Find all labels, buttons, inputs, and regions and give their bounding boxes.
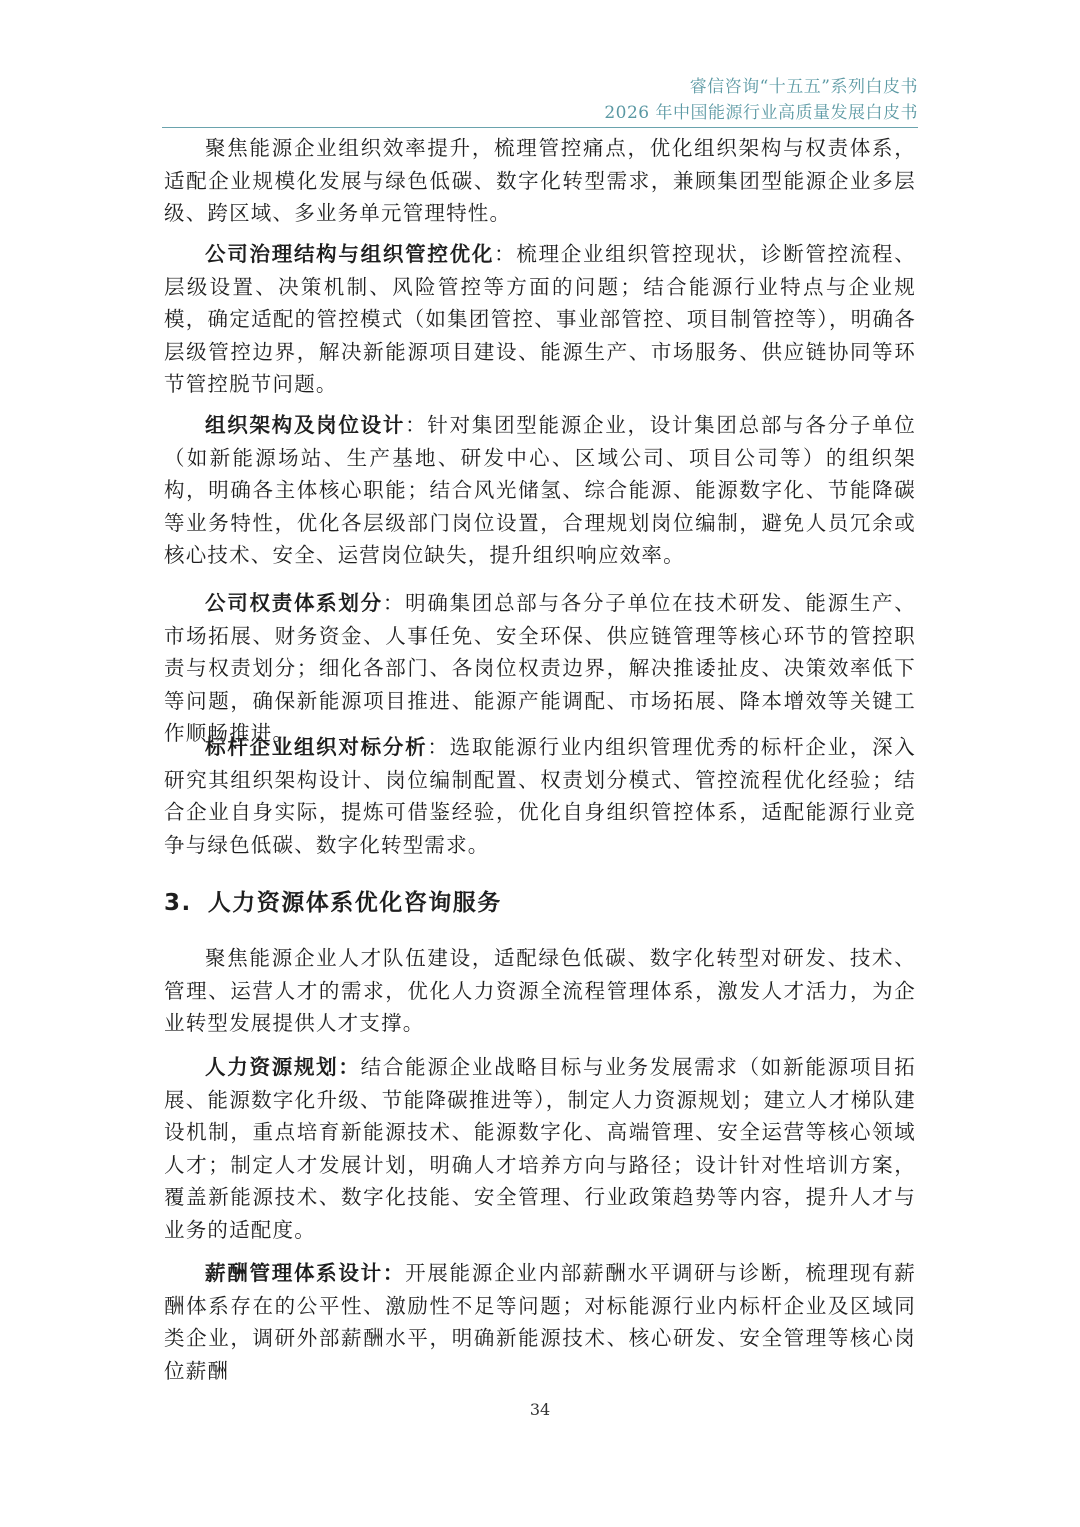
item-text: ：选取能源行业内组织管理优秀的标杆企业，深入研究其组织架构设计、岗位编制配置、权责划分模式、管控流程优化经验；结合企业自身实际，提炼可借鉴经验，优化自身组织管控体系，适配能源行业竞争与绿色低碳、数字化转型需求。	[164, 735, 916, 857]
item-title: 人力资源规划：	[205, 1055, 361, 1079]
item-title: 公司治理结构与组织管控优化	[205, 242, 495, 266]
item-governance	[164, 238, 916, 401]
page-number: 34	[529, 1400, 551, 1419]
item-compensation	[164, 1257, 916, 1387]
item-text: ：针对集团型能源企业，设计集团总部与各分子单位（如新能源场站、生产基地、研发中心、区域公司、项目公司等）的组织架构，明确各主体核心职能；结合风光储氢、综合能源、能源数字化、节能降碳等业务特性，优化各层级部门岗位设置，合理规划岗位编制，避免人员冗余或核心技术、安全、运营岗位缺失，提升组织响应效率。	[164, 413, 916, 567]
item-responsibility	[164, 587, 916, 750]
section-intro-paragraph: 聚焦能源企业人才队伍建设，适配绿色低碳、数字化转型对研发、技术、管理、运营人才的需求，优化人力资源全流程管理体系，激发人才活力，为企业转型发展提供人才支撑。	[164, 946, 916, 1035]
item-org-structure	[164, 409, 916, 572]
item-hr-planning	[164, 1051, 916, 1246]
item-title: 薪酬管理体系设计：	[205, 1261, 406, 1285]
section-heading	[164, 884, 502, 917]
section-title: 人力资源体系优化咨询服务	[207, 890, 502, 916]
item-text: ：明确集团总部与各分子单位在技术研发、能源生产、市场拓展、财务资金、人事任免、安全环保、供应链管理等核心环节的管控职责与权责划分；细化各部门、各岗位权责边界，解决推诿扯皮、决策效率低下等问题，确保新能源项目推进、能源产能调配、市场拓展、降本增效等关键工作顺畅推进。	[164, 591, 916, 745]
header-divider	[162, 127, 918, 128]
item-title: 标杆企业组织对标分析	[205, 735, 428, 759]
running-header	[604, 74, 918, 126]
item-title: 组织架构及岗位设计	[205, 413, 406, 437]
item-benchmark	[164, 731, 916, 861]
header-series-title: 睿信咨询“十五五”系列白皮书	[689, 77, 918, 97]
item-text: 开展能源企业内部薪酬水平调研与诊断，梳理现有薪酬体系存在的公平性、激励性不足等问题；对标能源行业内标杆企业及区域同类企业，调研外部薪酬水平，明确新能源技术、核心研发、安全管理等核心岗位薪酬	[164, 1261, 916, 1383]
item-title: 公司权责体系划分	[205, 591, 383, 615]
section-number: 3.	[164, 890, 192, 916]
item-text: ：梳理企业组织管控现状，诊断管控流程、层级设置、决策机制、风险管控等方面的问题；结合能源行业特点与企业规模，确定适配的管控模式（如集团管控、事业部管控、项目制管控等），明确各层级管控边界，解决新能源项目建设、能源生产、市场服务、供应链协同等环节管控脱节问题。	[164, 242, 916, 396]
intro-paragraph: 聚焦能源企业组织效率提升，梳理管控痛点，优化组织架构与权责体系，适配企业规模化发展与绿色低碳、数字化转型需求，兼顾集团型能源企业多层级、跨区域、多业务单元管理特性。	[164, 136, 916, 225]
header-report-title: 2026 年中国能源行业高质量发展白皮书	[604, 103, 918, 123]
item-text: 结合能源企业战略目标与业务发展需求（如新能源项目拓展、能源数字化升级、节能降碳推进等），制定人力资源规划；建立人才梯队建设机制，重点培育新能源技术、能源数字化、高端管理、安全运营等核心领域人才；制定人才发展计划，明确人才培养方向与路径；设计针对性培训方案，覆盖新能源技术、数字化技能、安全管理、行业政策趋势等内容，提升人才与业务的适配度。	[164, 1055, 917, 1242]
